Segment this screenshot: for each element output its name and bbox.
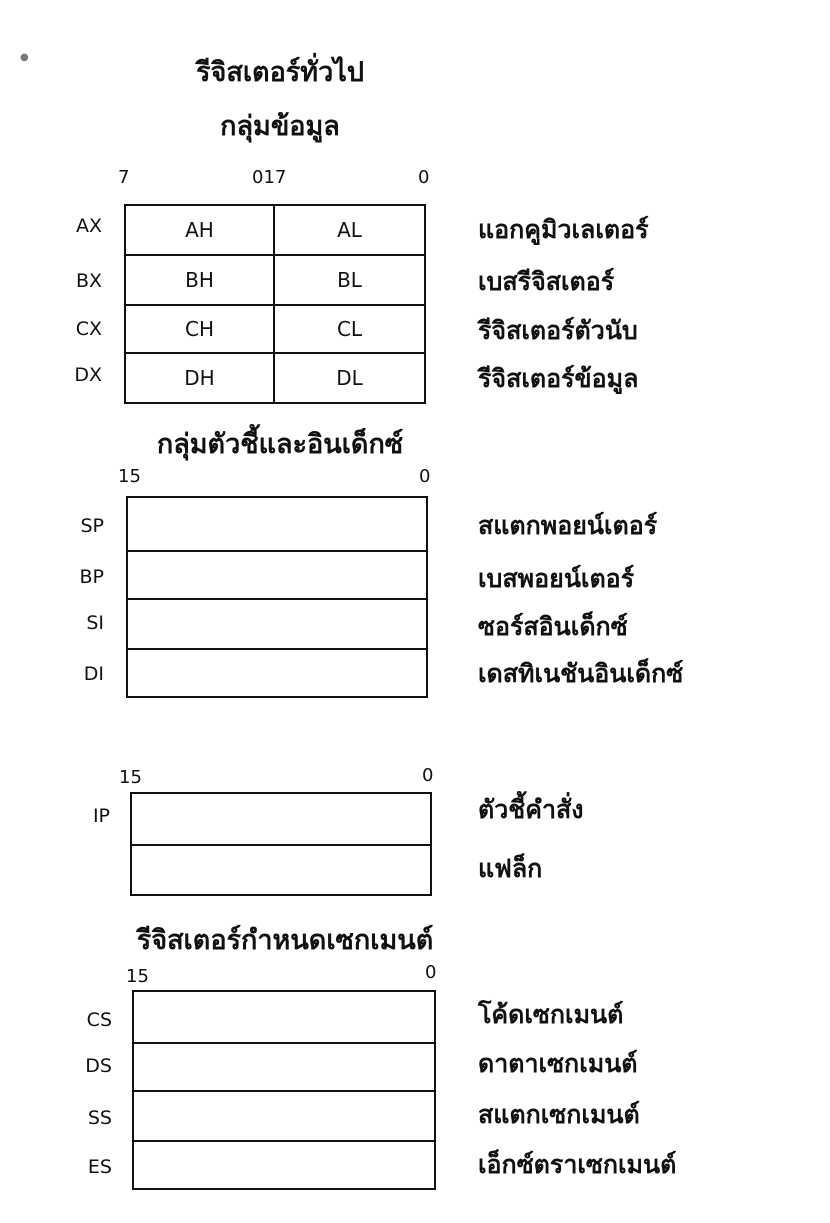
register-row-cx — [126, 306, 424, 354]
cell-bh: BH — [126, 256, 275, 304]
desc-si: ซอร์สอินเด็กซ์ — [478, 612, 628, 641]
register-row-cs — [134, 992, 434, 1044]
register-row-ds — [134, 1044, 434, 1092]
segment-box — [132, 990, 436, 1190]
pointer-index-title: กลุ่มตัวชี้และอินเด็กซ์ — [156, 429, 404, 460]
data-bit-7: 7 — [118, 167, 130, 188]
cell-al: AL — [337, 218, 362, 242]
register-row-si — [128, 600, 426, 650]
reg-label-cx: CX — [75, 318, 102, 340]
cell-ah: AH — [126, 206, 275, 254]
register-row-di — [128, 650, 426, 696]
register-row-es — [134, 1142, 434, 1188]
pi-bit-0: 0 — [419, 466, 431, 487]
desc-di: เดสทิเนชันอินเด็กซ์ — [478, 659, 684, 688]
desc-sp: สแตกพอยน์เตอร์ — [478, 511, 658, 540]
scan-speck: ● — [20, 52, 29, 63]
desc-flag: แฟล็ก — [478, 854, 543, 883]
desc-bx: เบสรีจิสเตอร์ — [478, 267, 615, 296]
reg-label-cs: CS — [86, 1009, 112, 1031]
register-row-dx — [126, 354, 424, 402]
seg-bit-0: 0 — [425, 962, 437, 983]
reg-label-si: SI — [86, 612, 104, 634]
register-row-flag — [132, 846, 430, 894]
desc-ax: แอกคูมิวเลเตอร์ — [478, 215, 649, 244]
pointer-index-box — [126, 496, 428, 698]
desc-es: เอ็กซ์ตราเซกเมนต์ — [478, 1150, 677, 1179]
data-register-box — [124, 204, 426, 404]
main-title: รีจิสเตอร์ทั่วไป — [196, 57, 364, 88]
reg-label-sp: SP — [80, 515, 104, 537]
reg-label-bx: BX — [75, 270, 102, 292]
register-row-ax — [126, 206, 424, 256]
ip-bit-15: 15 — [119, 767, 142, 788]
desc-bp: เบสพอยน์เตอร์ — [478, 564, 635, 593]
reg-label-es: ES — [87, 1156, 112, 1178]
reg-label-bp: BP — [79, 566, 104, 588]
pi-bit-15: 15 — [118, 466, 141, 487]
reg-label-ip: IP — [92, 805, 110, 827]
cell-cl: CL — [336, 317, 363, 341]
desc-cx: รีจิสเตอร์ตัวนับ — [478, 316, 638, 345]
segment-title: รีจิสเตอร์กำหนดเซกเมนต์ — [136, 925, 434, 956]
seg-bit-15: 15 — [126, 966, 149, 987]
desc-dx: รีจิสเตอร์ข้อมูล — [478, 364, 639, 393]
desc-ds: ดาตาเซกเมนต์ — [478, 1049, 638, 1078]
ip-flag-box — [130, 792, 432, 896]
ip-bit-0: 0 — [422, 765, 434, 786]
reg-label-ds: DS — [85, 1055, 112, 1077]
reg-label-di: DI — [83, 663, 104, 685]
register-row-bx — [126, 256, 424, 306]
reg-label-dx: DX — [74, 364, 102, 386]
desc-ss: สแตกเซกเมนต์ — [478, 1100, 640, 1129]
reg-label-ax: AX — [75, 215, 102, 237]
desc-ip: ตัวชี้คำสั่ง — [478, 795, 584, 824]
cell-ch: CH — [126, 306, 275, 352]
cell-bl: BL — [337, 268, 362, 292]
data-bit-017: 017 — [252, 167, 287, 188]
cell-dl: DL — [336, 366, 363, 390]
register-row-sp — [128, 498, 426, 552]
data-group-title: กลุ่มข้อมูล — [220, 111, 340, 142]
reg-label-ss: SS — [87, 1107, 112, 1129]
data-bit-0: 0 — [418, 167, 430, 188]
register-row-ip — [132, 794, 430, 846]
desc-cs: โค้ดเซกเมนต์ — [478, 1000, 624, 1029]
register-row-ss — [134, 1092, 434, 1142]
cell-dh: DH — [126, 354, 275, 402]
register-row-bp — [128, 552, 426, 600]
